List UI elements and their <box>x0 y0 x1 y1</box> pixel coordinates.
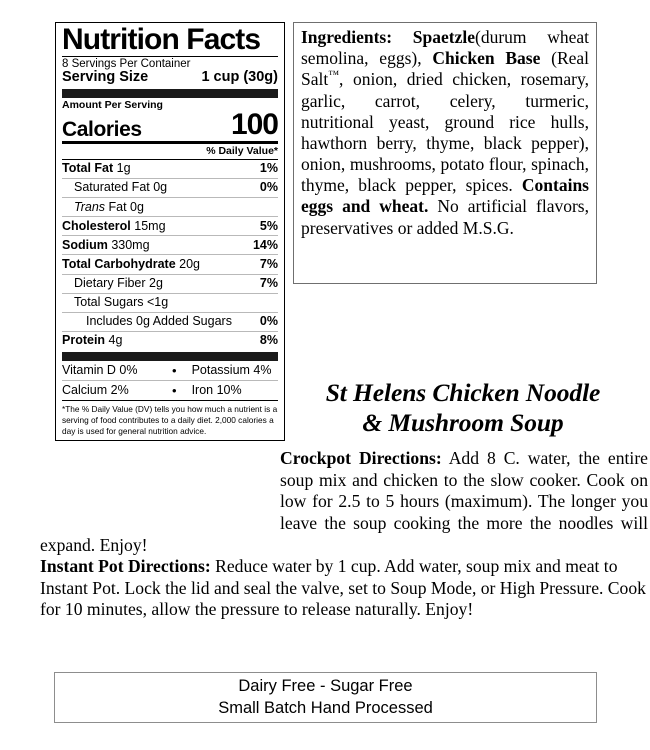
nutrient-daily-value: 5% <box>259 218 278 233</box>
claims-banner <box>54 672 597 723</box>
spaetzle-detail: (durum wheat semolina, eggs), <box>301 27 589 69</box>
nutrient-amount: 1g <box>116 161 131 176</box>
serving-size-row <box>62 70 278 87</box>
instant-pot-directions-heading: Instant Pot Directions: <box>40 556 211 577</box>
nutrient-row-cholesterol <box>62 217 278 235</box>
directions-section <box>40 448 648 621</box>
nutrient-daily-value: 1% <box>259 161 278 176</box>
product-title <box>280 378 646 438</box>
nutrient-label: Dietary Fiber 2g <box>74 276 163 291</box>
ingredients-space <box>392 27 413 47</box>
nutrient-name: Total Carbohydrate <box>62 256 176 271</box>
chicken-base-detail: (Real Salt <box>301 48 590 90</box>
vitamin-row-2 <box>62 381 278 400</box>
claims-line-2: Small Batch Hand Processed <box>218 698 433 717</box>
nutrient-row-saturated-fat <box>62 179 278 197</box>
trans-italic-text: Trans <box>74 199 106 214</box>
iron-value: Iron 10% <box>191 383 242 398</box>
nutrient-label <box>62 239 150 252</box>
nutrient-row-sodium <box>62 236 278 254</box>
amount-per-serving-label: Amount Per Serving <box>62 99 163 112</box>
nutrient-row-trans-fat <box>62 198 278 216</box>
nutrition-facts-panel <box>55 22 285 441</box>
servings-per-container: 8 Servings Per Container <box>62 58 191 70</box>
nutrient-daily-value: 14% <box>252 237 278 252</box>
crockpot-directions-heading: Crockpot Directions: <box>280 448 442 468</box>
trans-rest-text: Fat 0g <box>105 199 144 214</box>
nutrient-amount: 20g <box>179 256 201 271</box>
nutrient-label: Saturated Fat 0g <box>74 180 168 195</box>
calories-row <box>62 108 278 142</box>
nutrient-label <box>62 258 200 271</box>
nutrient-daily-value: 8% <box>259 333 278 348</box>
nutrient-name: Sodium <box>62 237 108 252</box>
nutrient-name: Cholesterol <box>62 218 131 233</box>
nutrient-amount: 330mg <box>111 237 150 252</box>
nutrient-row-total-fat <box>62 160 278 178</box>
nutrient-daily-value: 7% <box>259 276 278 291</box>
chicken-base-rest: , onion, dried chicken, rosemary, garlic, carrot, celery, turmeric, nutritional yeast, ground rice hulls, hawthorn berry, thyme, black pepper), onion, mushrooms, potato flour, spinach, thyme, black pepper, spices. <box>301 69 589 196</box>
allergen-statement: Contains eggs and wheat. <box>301 175 589 217</box>
nutrient-row-total-sugars <box>62 294 278 312</box>
instant-pot-directions <box>40 556 648 621</box>
product-title-line-1: St Helens Chicken Noodle <box>325 378 601 407</box>
vitamin-row-1 <box>62 361 278 380</box>
calories-value: 100 <box>230 108 278 142</box>
nutrient-label <box>62 162 131 175</box>
thick-divider-bar <box>62 89 278 98</box>
nutrient-name: Protein <box>62 333 106 348</box>
ingredients-box <box>293 22 597 284</box>
ingredient-chicken-base: Chicken Base <box>432 48 541 69</box>
daily-value-footnote: *The % Daily Value (DV) tells you how much a nutrient is a serving of food contributes to a daily diet. 2,000 calories a day is used for general nutrition advice. <box>62 404 278 436</box>
trademark-icon: ™ <box>328 69 340 82</box>
calcium-value: Calcium 2% <box>62 383 129 398</box>
serving-size-label: Serving Size <box>62 69 149 86</box>
text-wrap-spacer <box>40 448 280 516</box>
nutrition-facts-title: Nutrition Facts <box>62 23 261 56</box>
nutrient-amount: 4g <box>108 333 123 348</box>
nutrient-name: Total Fat <box>62 161 114 176</box>
nutrient-label <box>62 220 166 233</box>
nutrient-amount: 15mg <box>134 218 166 233</box>
bullet-separator-icon: • <box>172 363 177 379</box>
nutrient-label: Total Sugars <1g <box>74 295 169 310</box>
product-title-line-2: & Mushroom Soup <box>362 407 564 437</box>
crockpot-directions-text: Add 8 C. water, the entire soup mix and chicken to the slow cooker. Cook on low for 2.5 to 5 hours (maximum). The longer you leave the soup cooking the more the noodles will expand. Enjoy! <box>40 448 648 555</box>
nutrient-daily-value: 7% <box>259 256 278 271</box>
serving-size-value: 1 cup (30g) <box>201 69 278 86</box>
thick-divider-bar <box>62 352 278 361</box>
ingredient-spaetzle: Spaetzle <box>412 27 475 47</box>
nutrient-daily-value: 0% <box>259 180 278 195</box>
potassium-value: Potassium 4% <box>191 363 272 378</box>
instant-pot-directions-text: Reduce water by 1 cup. Add water, soup mix and meat to Instant Pot. Lock the lid and seal the valve, set to Soup Mode, or High Pressure. Cook for 10 minutes, allow the pressure to release naturally. Enjoy! <box>40 556 646 620</box>
no-additives-statement: No artificial flavors, preservatives or added M.S.G. <box>301 196 589 238</box>
nutrient-row-protein <box>62 332 278 350</box>
nutrient-label: Includes 0g Added Sugars <box>86 314 232 329</box>
vitamin-d-value: Vitamin D 0% <box>62 363 138 378</box>
daily-value-header: % Daily Value* <box>206 144 278 157</box>
nutrient-label <box>62 201 144 214</box>
nutrient-row-dietary-fiber <box>62 275 278 293</box>
ingredients-heading: Ingredients: <box>301 27 393 47</box>
nutrient-row-added-sugars <box>62 313 278 331</box>
nutrient-row-total-carbohydrate <box>62 255 278 273</box>
calories-label: Calories <box>62 117 142 141</box>
bullet-separator-icon: • <box>172 383 177 399</box>
claims-line-1: Dairy Free - Sugar Free <box>238 677 413 696</box>
nutrient-daily-value: 0% <box>259 314 278 329</box>
nutrient-label <box>62 334 122 347</box>
